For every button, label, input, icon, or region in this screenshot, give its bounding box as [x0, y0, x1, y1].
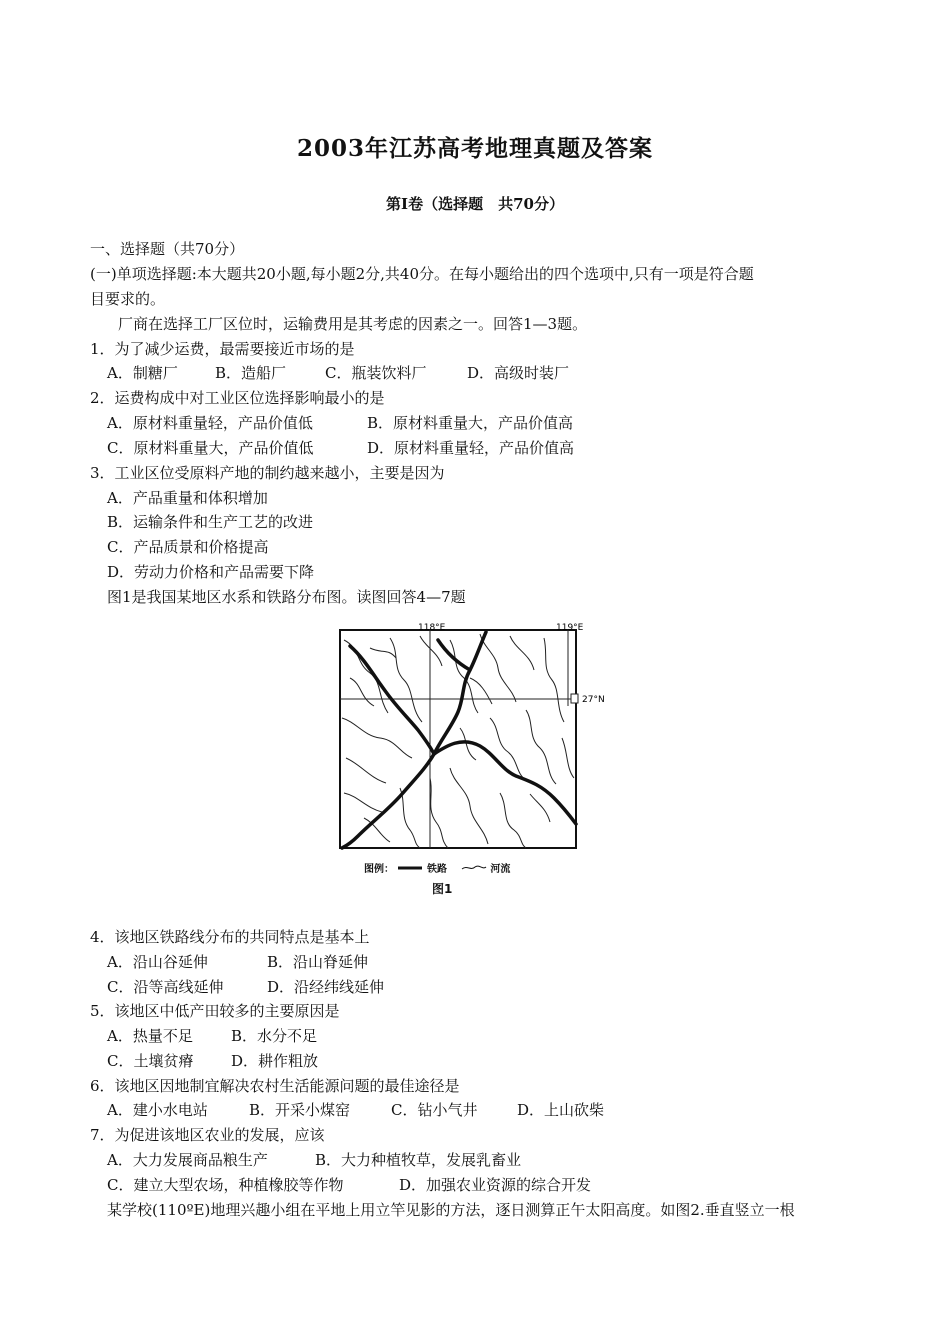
figure-1-legend [364, 860, 510, 875]
question-3-option-b: B．运输条件和生产工艺的改进 [107, 513, 314, 531]
question-4-option-b: B．沿山脊延伸 [267, 953, 369, 971]
railway-line [350, 646, 434, 754]
river-line [510, 636, 534, 670]
question-6-option-d: D．上山砍柴 [517, 1101, 605, 1119]
legend-rail-symbol [397, 864, 423, 872]
river-line [346, 758, 386, 783]
question-4-option-a: A．沿山谷延伸 [107, 953, 208, 971]
river-line [526, 710, 556, 784]
river-line [544, 638, 564, 722]
question-6-option-c: C．钻小气井 [391, 1101, 478, 1119]
question-2-options-row-1 [107, 413, 573, 433]
river-line [364, 818, 390, 842]
question-4-stem: 4．该地区铁路线分布的共同特点是基本上 [90, 928, 370, 946]
map-inset-box [571, 694, 578, 703]
question-3-option-a: A．产品重量和体积增加 [107, 489, 268, 507]
railway-line [438, 640, 470, 670]
legend-rail-label: 铁路 [426, 864, 447, 875]
question-2-stem: 2．运费构成中对工业区位选择影响最小的是 [90, 389, 385, 407]
section-heading: 一、选择题（共70分） [90, 240, 245, 258]
river-line [344, 793, 382, 812]
question-4-options-row-2 [107, 977, 384, 997]
railway-line [342, 754, 434, 848]
question-7-option-d: D．加强农业资源的综合开发 [399, 1176, 592, 1194]
figure-1-map [330, 618, 620, 900]
river-line [342, 718, 412, 758]
question-6-option-b: B．开采小煤窑 [249, 1101, 351, 1119]
railway-line [434, 632, 486, 754]
question-3-stem: 3．工业区位受原料产地的制约越来越小，主要是因为 [90, 464, 445, 482]
question-2-option-c: C．原材料重量大，产品价值低 [107, 439, 314, 457]
legend-river-label: 河流 [490, 864, 511, 875]
river-line [500, 793, 526, 848]
question-1-option-a: A．制糖厂 [107, 364, 178, 382]
intro-questions-4-7: 图1是我国某地区水系和铁路分布图。读图回答4—7题 [107, 588, 466, 606]
question-2-option-a: A．原材料重量轻，产品价值低 [107, 414, 313, 432]
railway-network [342, 632, 576, 848]
question-2-option-d: D．原材料重量轻，产品价值高 [367, 439, 575, 457]
map-drawing [330, 618, 620, 900]
question-3-option-c: C．产品质景和价格提高 [107, 538, 269, 556]
river-line [430, 778, 448, 848]
question-5-option-b: B．水分不足 [231, 1027, 318, 1045]
question-7-options-row-2 [107, 1175, 591, 1195]
river-line [450, 640, 478, 713]
question-2-option-b: B．原材料重量大，产品价值高 [367, 414, 574, 432]
river-line [450, 768, 488, 844]
question-6-options [107, 1100, 604, 1120]
question-5-options-row-1 [107, 1026, 317, 1046]
document-title: 2003年江苏高考地理真题及答案 [296, 135, 653, 162]
river-line [562, 738, 574, 778]
intro-next-question: 某学校(110ºE)地理兴趣小组在平地上用立竿见影的方法，逐日测算正午太阳高度。如图2.垂直竖立一根 [107, 1201, 795, 1219]
question-5-stem: 5．该地区中低产田较多的主要原因是 [90, 1002, 340, 1020]
question-1-option-b: B．造船厂 [215, 364, 287, 382]
figure-1-caption: 图1 [432, 882, 453, 896]
question-7-stem: 7．为促进该地区农业的发展，应该 [90, 1126, 325, 1144]
question-4-option-d: D．沿经纬线延伸 [267, 978, 385, 996]
question-5-options-row-2 [107, 1051, 318, 1071]
label-119e: 119°E [556, 623, 584, 633]
river-line [350, 678, 374, 706]
question-6-stem: 6．该地区因地制宜解决农村生活能源问题的最佳途径是 [90, 1077, 460, 1095]
question-7-option-b: B．大力种植牧草，发展乳畜业 [315, 1151, 522, 1169]
river-line [530, 794, 550, 822]
question-4-option-c: C．沿等高线延伸 [107, 978, 224, 996]
question-7-option-c: C．建立大型农场，种植橡胶等作物 [107, 1176, 344, 1194]
question-2-options-row-2 [107, 438, 574, 458]
question-1-stem: 1．为了减少运费，最需要接近市场的是 [90, 340, 355, 358]
part-subtitle: 第Ⅰ卷（选择题 共70分） [386, 195, 564, 213]
question-7-option-a: A．大力发展商品粮生产 [107, 1151, 268, 1169]
question-5-option-d: D．耕作粗放 [231, 1052, 319, 1070]
question-5-option-c: C．土壤贫瘠 [107, 1052, 194, 1070]
intro-questions-1-3: 厂商在选择工厂区位时，运输费用是其考虑的因素之一。回答1—3题。 [118, 315, 588, 333]
label-118e: 118°E [418, 623, 446, 633]
river-line [400, 788, 420, 848]
question-3-option-d: D．劳动力价格和产品需要下降 [107, 563, 315, 581]
question-1-option-c: C．瓶装饮料厂 [325, 364, 427, 382]
question-4-options-row-1 [107, 952, 368, 972]
question-1-option-d: D．高级时装厂 [467, 364, 570, 382]
question-7-options-row-1 [107, 1150, 521, 1170]
question-5-option-a: A．热量不足 [107, 1027, 193, 1045]
question-1-options [107, 363, 569, 383]
instructions-line-1: (一)单项选择题:本大题共20小题,每小题2分,共40分。在每小题给出的四个选项中,只有一项是符合题 [90, 265, 754, 283]
instructions-line-2: 目要求的。 [90, 290, 166, 308]
legend-river-symbol [461, 864, 487, 872]
question-6-option-a: A．建小水电站 [107, 1101, 208, 1119]
legend-prefix: 图例： [364, 864, 394, 875]
river-line [370, 648, 396, 658]
label-27n: 27°N [582, 695, 605, 705]
river-line [390, 638, 422, 722]
